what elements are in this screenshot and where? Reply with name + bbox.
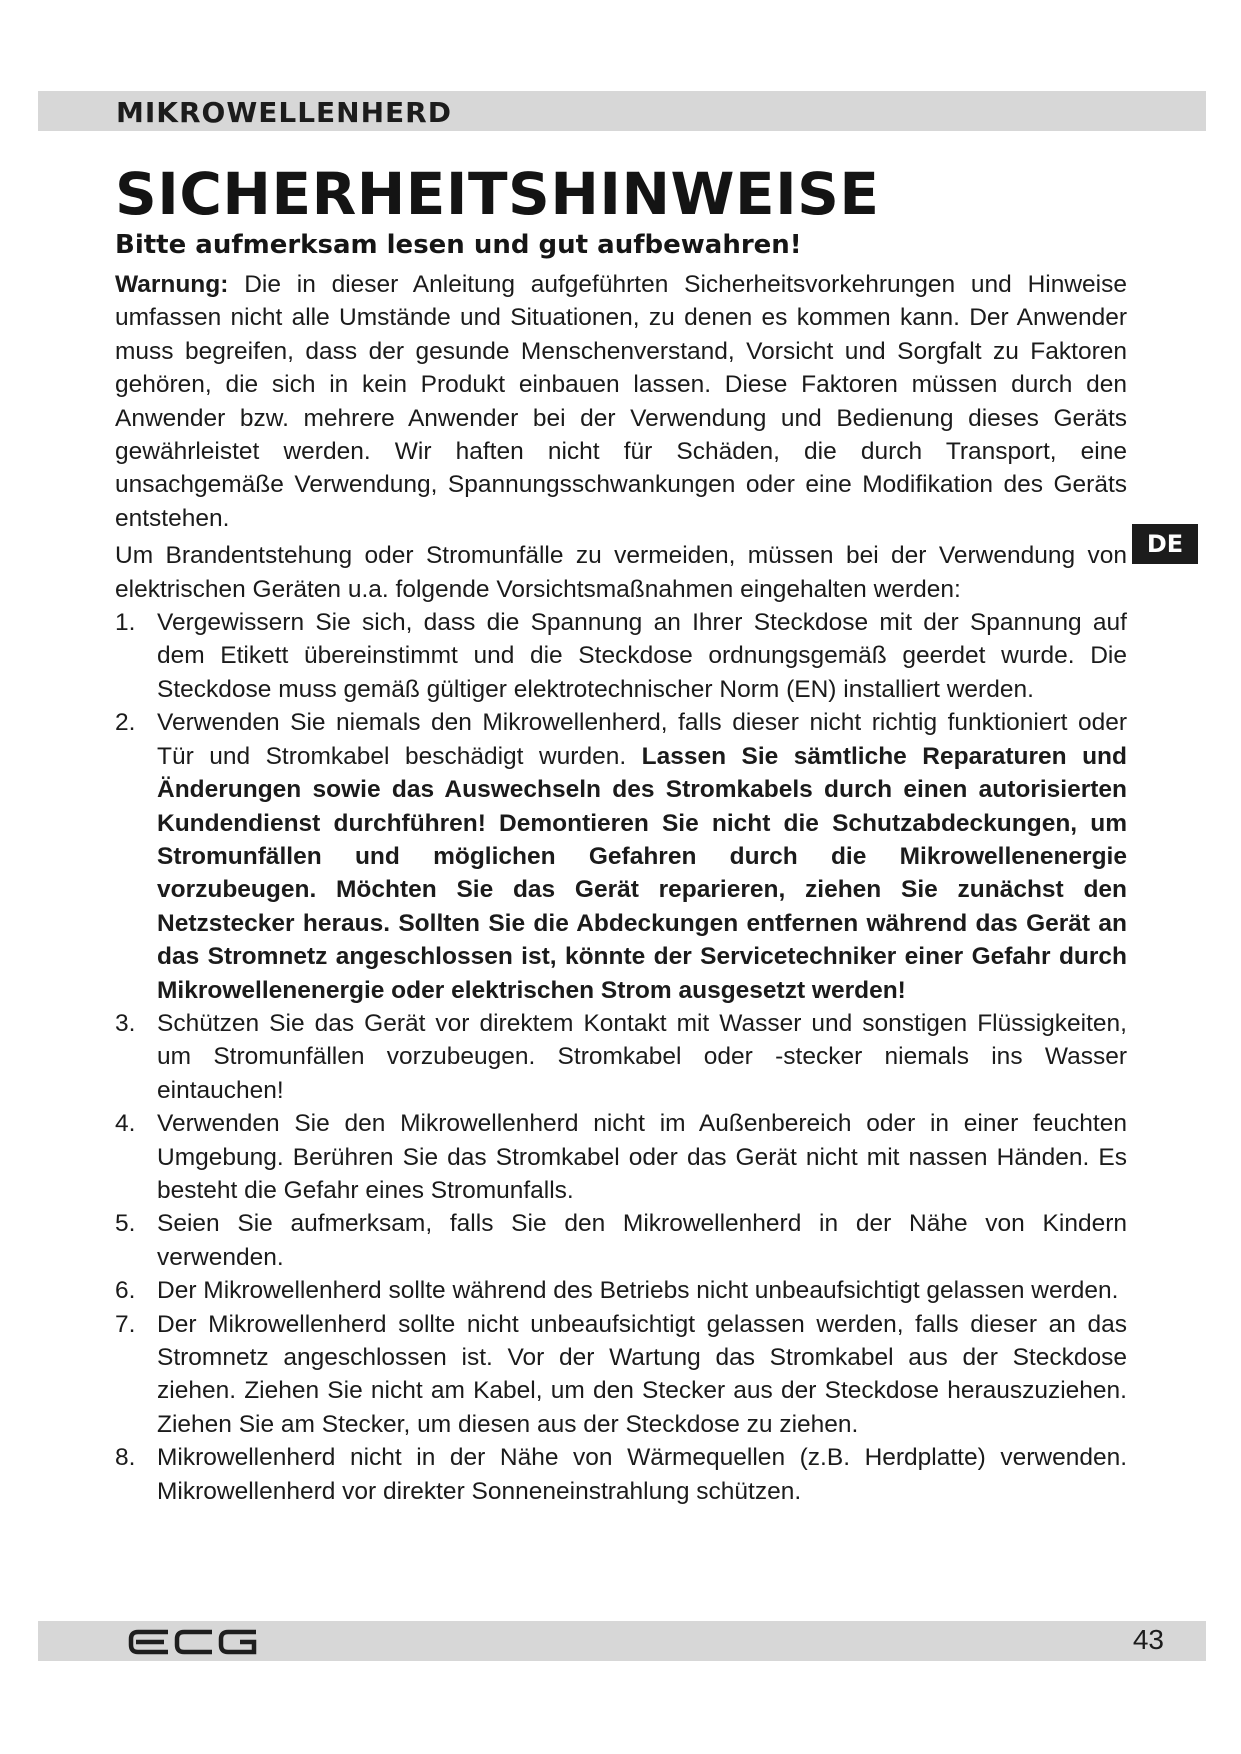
list-item [115,1207,1127,1274]
content-body [115,268,1127,1508]
warning-label: Warnung: [115,271,229,298]
list-item-number: 3. [115,1009,136,1037]
list-item [115,1274,1127,1307]
list-item [115,1308,1127,1442]
list-item-number: 6. [115,1277,136,1305]
safety-rules-list [115,606,1127,1508]
ecg-logo [128,1629,258,1655]
list-item [115,1007,1127,1107]
footer-bar [38,1621,1206,1661]
list-item [115,1107,1127,1207]
list-item-number: 2. [115,709,136,737]
list-item-number: 8. [115,1444,136,1472]
list-item-text: Der Mikrowellenherd sollte während des Betriebs nicht unbeaufsichtigt gelassen werden. [157,1277,1119,1305]
header-title: MIKROWELLENHERD [116,96,452,129]
intro-paragraph: Um Brandentstehung oder Stromunfälle zu vermeiden, müssen bei der Verwendung von elektrischen Geräten u.a. folgende Vorsichtsmaßnahmen eingehalten werden: [115,542,1127,603]
page-subtitle: Bitte aufmerksam lesen und gut aufbewahren! [115,230,802,260]
language-tab: DE [1132,524,1198,564]
list-item-text: Mikrowellenherd nicht in der Nähe von Wärmequellen (z.B. Herdplatte) verwenden. Mikrowellenherd vor direkter Sonneneinstrahlung schützen. [157,1444,1127,1505]
list-item-text: Seien Sie aufmerksam, falls Sie den Mikrowellenherd in der Nähe von Kindern verwenden. [157,1210,1127,1271]
list-item-number: 1. [115,609,136,637]
warning-paragraph [115,268,1127,535]
list-item [115,606,1127,706]
list-item-text: Der Mikrowellenherd sollte nicht unbeaufsichtigt gelassen werden, falls dieser an das Stromnetz angeschlossen ist. Vor der Wartung das Stromkabel aus der Steckdose ziehen. Ziehen Sie nicht am Kabel, um den Stecker aus der Steckdose herauszuziehen. Ziehen Sie am Stecker, um diesen aus der Steckdose zu ziehen. [157,1310,1127,1438]
header-bar [38,91,1206,131]
list-item-text: Verwenden Sie niemals den Mikrowellenherd, falls dieser nicht richtig funktioniert oder Tür und Stromkabel beschädigt wurden. [157,709,1127,770]
list-item-number: 5. [115,1210,136,1238]
list-item [115,706,1127,1007]
list-item-text: Vergewissern Sie sich, dass die Spannung an Ihrer Steckdose mit der Spannung auf dem Etikett übereinstimmt und die Steckdose ordnungsgemäß geerdet wurde. Die Steckdose muss gemäß gültiger elektrotechnischer Norm (EN) installiert werden. [157,609,1127,703]
list-item-text: Schützen Sie das Gerät vor direktem Kontakt mit Wasser und sonstigen Flüssigkeiten, um Stromunfällen vorzubeugen. Stromkabel oder -stecker niemals ins Wasser eintauchen! [157,1009,1127,1104]
page-number: 43 [1132,1624,1164,1655]
page-title: SICHERHEITSHINWEISE [115,160,880,228]
warning-text: Die in dieser Anleitung aufgeführten Sicherheitsvorkehrungen und Hinweise umfassen nicht alle Umstände und Situationen, zu denen es kommen kann. Der Anwender muss begreifen, dass der gesunde Menschenverstand, Vorsicht und Sorgfalt zu Faktoren gehören, die sich in kein Produkt einbauen lassen. Diese Faktoren müssen durch den Anwender bzw. mehrere Anwender bei der Verwendung und Bedienung dieses Geräts gewährleistet werden. Wir haften nicht für Schäden, die durch Transport, eine unsachgemäße Verwendung, Spannungsschwankungen oder eine Modifikation des Geräts entstehen. [115,271,1127,532]
list-item-bold-text: Lassen Sie sämtliche Reparaturen und Änderungen sowie das Auswechseln des Stromkabels durch einen autorisierten Kundendienst durchführen! Demontieren Sie nicht die Schutzabdeckungen, um Stromunfällen und möglichen Gefahren durch die Mikrowellenenergie vorzubeugen. Möchten Sie das Gerät reparieren, ziehen Sie zunächst den Netzstecker heraus. Sollten Sie die Abdeckungen entfernen während das Gerät an das Stromnetz angeschlossen ist, könnte der Servicetechniker einer Gefahr durch Mikrowellenenergie oder elektrischen Strom ausgesetzt werden! [157,742,1127,1004]
list-item-text: Verwenden Sie den Mikrowellenherd nicht im Außenbereich oder in einer feuchten Umgebung. Berühren Sie das Stromkabel oder das Gerät nicht mit nassen Händen. Es besteht die Gefahr eines Stromunfalls. [157,1110,1127,1204]
list-item [115,1441,1127,1508]
list-item-number: 7. [115,1310,136,1338]
list-item-number: 4. [115,1110,136,1138]
